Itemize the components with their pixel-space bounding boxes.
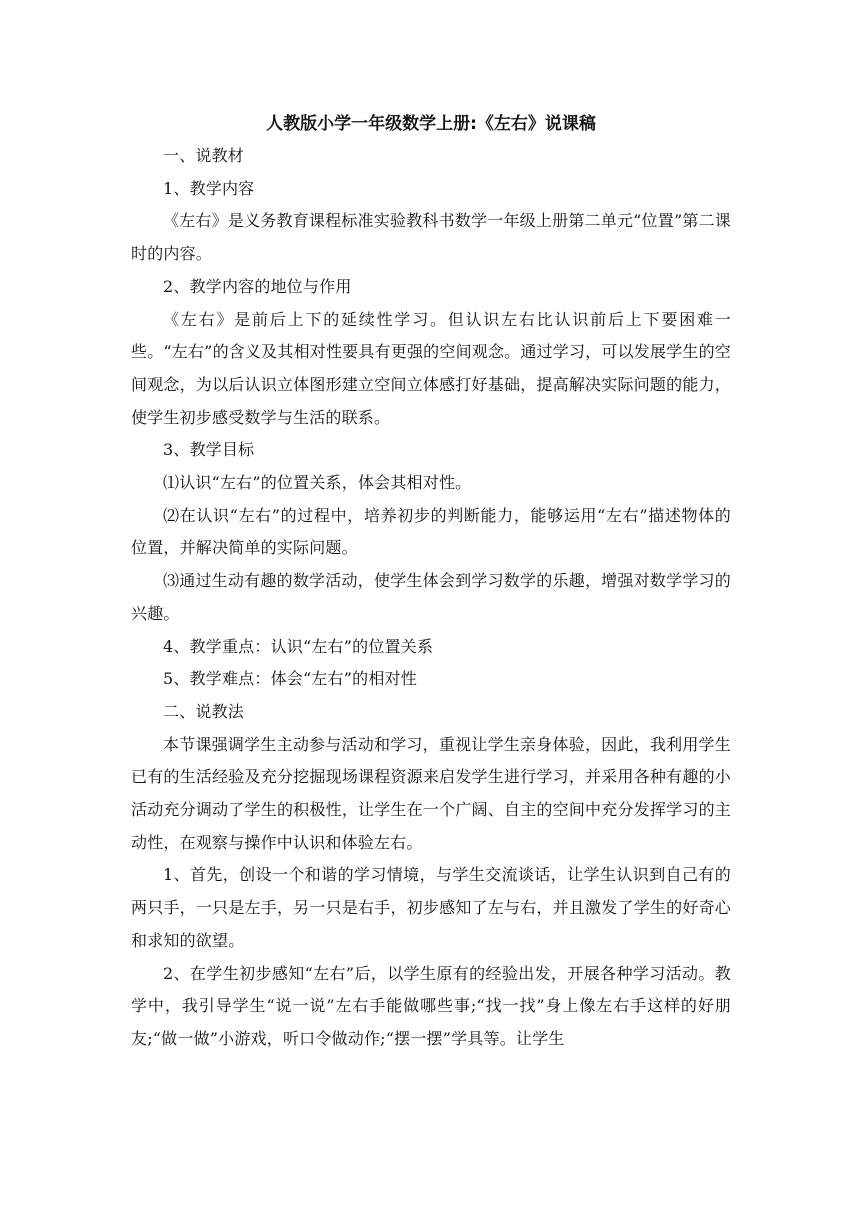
goal-item-1: ⑴认识“左右”的位置关系，体会其相对性。 [163,473,472,493]
goal-item-2: ⑵在认识“左右”的过程中，培养初步的判断能力，能够运用“左右”描述物体的位置，并解决简单的实际问题。 [131,505,731,558]
subheading-teaching-content: 1、教学内容 [163,178,255,198]
paragraph: 1、首先，创设一个和谐的学习情境，与学生交流谈话，让学生认识到自己有的两只手，一只是左手，另一只是右手，初步感知了左与右，并且激发了学生的好奇心和求知的欲望。 [131,865,731,950]
subheading-teaching-goals: 3、教学目标 [163,440,255,460]
document-title: 人教版小学一年级数学上册:《左右》说课稿 [266,114,596,134]
paragraph: 《左右》是义务教育课程标准实验教科书数学一年级上册第二单元“位置”第二课时的内容。 [131,211,731,264]
goal-item-3: ⑶通过生动有趣的数学活动，使学生体会到学习数学的乐趣，增强对数学学习的兴趣。 [131,571,731,623]
heading-section-1: 一、说教材 [163,146,245,165]
heading-section-2: 二、说教法 [163,701,245,721]
paragraph: 《左右》是前后上下的延续性学习。但认识左右比认识前后上下要困难一些。“左右”的含义及其相对性要具有更强的空间观念。通过学习，可以发展学生的空间观念，为以后认识立体图形建立空间立体感打好基础，提高解决实际问题的能力，使学生初步感受数学与生活的联系。 [131,309,731,427]
paragraph: 本节课强调学生主动参与活动和学习，重视让学生亲身体验，因此，我利用学生已有的生活经验及充分挖掘现场课程资源来启发学生进行学习，并采用各种有趣的小活动充分调动了学生的积极性，让学生在一个广阔、自主的空间中充分发挥学习的主动性，在观察与操作中认识和体验左右。 [131,734,731,852]
subheading-difficult-point: 5、教学难点：体会“左右”的相对性 [163,669,417,689]
subheading-key-point: 4、教学重点：认识“左右”的位置关系 [163,636,434,656]
subheading-status-role: 2、教学内容的地位与作用 [163,276,352,296]
document-body [131,108,731,1056]
paragraph: 2、在学生初步感知“左右”后，以学生原有的经验出发，开展各种学习活动。教学中，我引导学生“说一说”左右手能做哪些事;“找一找”身上像左右手这样的好朋友;“做一做”小游戏，听口令做动作;“摆一摆”学具等。让学生 [131,963,731,1048]
